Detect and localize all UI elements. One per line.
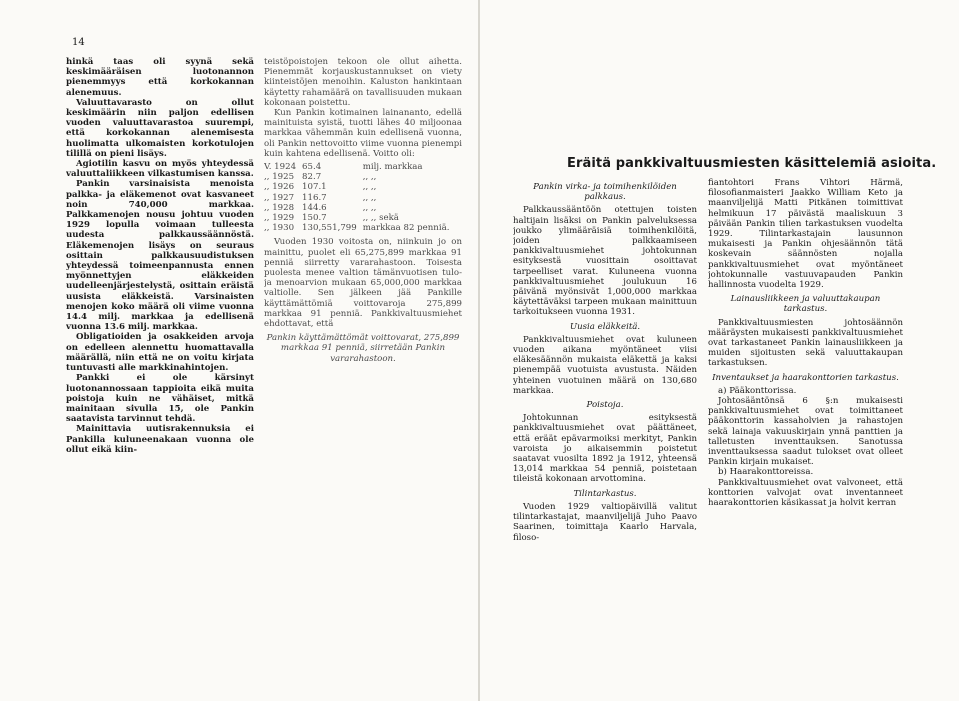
subheading: Inventaukset ja haarakonttorien tarkastus. bbox=[712, 372, 899, 383]
page-number: 14 bbox=[72, 37, 85, 48]
paragraph: Johtosääntönsä 6 §:n mukaisesti pankkivaltuusmiehet ovat toimittaneet pääkonttorin kassaholvien ja rahastojen sekä lainaja vakuuskirjain ynnä panttien ja talletusten inventtauksen. Sanotussa inventtauksessa saadut tulokset ovat olleet Pankin kirjain mukaiset. bbox=[708, 396, 903, 468]
paragraph: Kun Pankin kotimainen lainananto, edellä mainituista syistä, tuotti lähes 40 miljoonaa markkaa vähemmän kuin edellisenä vuonna, oli Pankin nettovoitto viime vuonna pienempi kuin kahtena edellisenä. Voitto oli: bbox=[264, 108, 462, 159]
subheading: Poistoja. bbox=[586, 400, 624, 411]
right-column-1 bbox=[513, 178, 697, 543]
unit-cell: milj. markkaa bbox=[362, 162, 423, 173]
left-column-2 bbox=[264, 57, 462, 367]
unit-cell: markkaa 82 penniä. bbox=[362, 223, 450, 234]
unit-cell: ,, ,, bbox=[362, 192, 377, 203]
table-row bbox=[264, 182, 455, 192]
unit-cell: ,, ,, sekä bbox=[362, 213, 399, 224]
unit-cell: ,, ,, bbox=[362, 172, 377, 183]
subheading: Uusia eläkkeitä. bbox=[569, 321, 641, 332]
paragraph: Agiotilin kasvu on myös yhteydessä valuuttaliikkeen vilkastumisen kanssa. bbox=[66, 159, 254, 180]
subheading: Lainausliikkeen ja valuuttakaupan tarkastus. bbox=[730, 294, 881, 315]
paragraph: Obligatioiden ja osakkeiden arvoja on edelleen alennettu huomattavalla määrällä, niin että ne on voitu kirjata tuntuvasti alle markkinahintojen. bbox=[66, 332, 254, 374]
table-row bbox=[264, 193, 455, 203]
value-cell: 82.7 bbox=[302, 172, 322, 183]
left-column-1 bbox=[66, 57, 254, 455]
year-cell: ,, 1929 bbox=[264, 213, 295, 224]
table-row bbox=[264, 162, 455, 172]
year-cell: V. 1924 bbox=[264, 162, 297, 173]
paragraph: Pankkivaltuusmiehet ovat valvoneet, että konttorien valvojat ovat inventanneet haarakonttorien käsikassat ja holvit kerran bbox=[708, 477, 903, 509]
paragraph: Pankkivaltuusmiesten johtosäännön määräysten mukaisesti pankkivaltuusmiehet ovat tarkastaneet Pankin lainausliikkeen ja muiden sijoitusten sekä valuuttakaupan tarkastuksen. bbox=[708, 317, 903, 369]
paragraph: b) Haarakonttoreissa. bbox=[718, 467, 814, 478]
value-cell: 65.4 bbox=[302, 162, 322, 173]
paragraph: Vuoden 1930 voitosta on, niinkuin jo on mainittu, puolet eli 65,275,899 markkaa 91 penniä siirretty vararahastoon. Toisesta puolesta menee valtion tämänvuotisen tulo- ja menoarvion mukaan 65,000,000 markkaa valtiolle. Sen jälkeen jää Pankille käyttämättömiä voittovaroja 275,899 markkaa 91 penniä. Pankkivaltuusmiehet ehdottavat, että bbox=[264, 237, 462, 330]
paragraph: teistöpoistojen tekoon ole ollut aihetta. Pienemmät korjauskustannukset on viety kiinteistöjen menoihin. Kaluston hankintaan käytetty rahamäärä on tavallisuuden mukaan kokonaan poistettu. bbox=[264, 57, 462, 108]
right-column-2 bbox=[708, 178, 903, 508]
value-cell: 144.6 bbox=[302, 202, 327, 213]
left-page bbox=[0, 0, 479, 701]
paragraph: Pankin varsinaisista menoista palkka- ja eläkemenot ovat kasvaneet noin 740,000 markkaa. Palkkamenojen nousu johtuu vuoden 1929 lopulla voimaan tulleesta uudesta palkkaussäännöstä. Eläkemenojen lisäys on seuraus osittain palkkausuudistuksen yhteydessä toimeenpannusta ennen myönnettyjen eläkkeiden uudelleenjärjestelystä, osittain eräistä uusista eläkkeistä. Varsinaisten menojen koko määrä oli viime vuonna 14.4 milj. markkaa ja edellisenä vuonna 13.6 milj. markkaa. bbox=[66, 179, 254, 333]
section-heading: Eräitä pankkivaltuusmiesten käsittelemiä asioita. bbox=[567, 156, 937, 171]
table-row bbox=[264, 213, 455, 223]
year-cell: ,, 1925 bbox=[264, 172, 295, 183]
value-cell: 150.7 bbox=[302, 213, 327, 224]
subheading: Pankin virka- ja toimihenkilöiden palkkaus. bbox=[533, 182, 677, 203]
paragraph: Valuuttavarasto on ollut keskimäärin niin paljon edellisen vuoden valuuttavarastoa suurempi, että korkokannan alenemisesta huolimatta ulkomaisten korkotulojen tilillä on pieni lisäys. bbox=[66, 97, 254, 159]
value-cell: 107.1 bbox=[302, 182, 327, 193]
subheading: Tilintarkastus. bbox=[573, 488, 637, 499]
paragraph: fiantohtori Frans Vihtori Härmä, filosofianmaisteri Jaakko William Keto ja maanviljelijä Matti Pitkänen toimittivat helmikuun 17 päivästä maaliskuun 3 päivään Pankin tilien tarkastuksen vuodelta 1929. Tilintarkastajain lausunnon mukaisesti ja Pankin ohjesäännön tätä koskevain säännösten nojalla pankkivaltuusmiehet ovat myöntäneet johtokunnalle vastuuvapauden Pankin hallinnosta vuodelta 1929. bbox=[708, 178, 903, 291]
table-row bbox=[264, 223, 455, 233]
year-cell: ,, 1927 bbox=[264, 192, 295, 203]
year-cell: ,, 1926 bbox=[264, 182, 295, 193]
year-cell: ,, 1928 bbox=[264, 202, 295, 213]
table-row bbox=[264, 172, 455, 182]
paragraph: Vuoden 1929 valtiopäivillä valitut tilintarkastajat, maanviljelijä Juho Paavo Saarinen, toimittaja Kaarlo Harvala, filoso- bbox=[513, 501, 697, 543]
italic-proposal: Pankin käyttämättömät voittovarat, 275,899 markkaa 91 penniä, siirretään Pankin vararahastoon. bbox=[266, 333, 460, 364]
value-cell: 116.7 bbox=[302, 192, 327, 203]
paragraph: Pankkivaltuusmiehet ovat kuluneen vuoden aikana myöntäneet viisi eläkesäännön mukaista eläkettä ja kaksi pienempää vuotuista avustusta. Näiden yhteinen vuotuinen määrä on 130,680 markkaa. bbox=[513, 334, 697, 396]
unit-cell: ,, ,, bbox=[362, 202, 377, 213]
paragraph: a) Pääkonttorissa. bbox=[718, 385, 797, 396]
paragraph: Johtokunnan esityksestä pankkivaltuusmiehet ovat päättäneet, että eräät epävarmoiksi merkityt, Pankin varoista jo aikaisemmin poistetut saatavat vuosilta 1892 ja 1912, yhteensä 13,014 markkaa 54 penniä, poistetaan tileistä kokonaan arvottomina. bbox=[513, 413, 697, 485]
paragraph: Palkkaussääntöön otettujen toisten haltijain lisäksi on Pankin palveluksessa joukko ylimääräisiä toimihenkilöitä, joiden palkkaamiseen pankkivaltuusmiehet johtokunnan esityksestä vuosittain osoittavat tarpeelliset varat. Kuluneena vuonna pankkivaltuusmiehet joulukuun 16 päivänä myönsivät 1,000,000 markkaa käytettäväksi tarpeen mukaan mainittuun tarkoitukseen vuonna 1931. bbox=[513, 205, 697, 318]
year-cell: ,, 1930 bbox=[264, 223, 295, 234]
profit-table bbox=[264, 162, 455, 233]
paragraph: hinkä taas oli syynä sekä keskimääräisen luotonannon pienemmyys että korkokannan alenemuus. bbox=[66, 57, 254, 98]
table-row bbox=[264, 203, 455, 213]
paragraph: Mainittavia uutisrakennuksia ei Pankilla kuluneenakaan vuonna ole ollut eikä kiin- bbox=[66, 424, 254, 455]
value-cell: 130,551,799 bbox=[302, 223, 357, 234]
unit-cell: ,, ,, bbox=[362, 182, 377, 193]
paragraph: Pankki ei ole kärsinyt luotonannossaan tappioita eikä muita poistoja kuin ne vähäiset, mitkä mainitaan sivulla 15, ole Pankin saatavista tarvinnut tehdä. bbox=[66, 373, 254, 425]
